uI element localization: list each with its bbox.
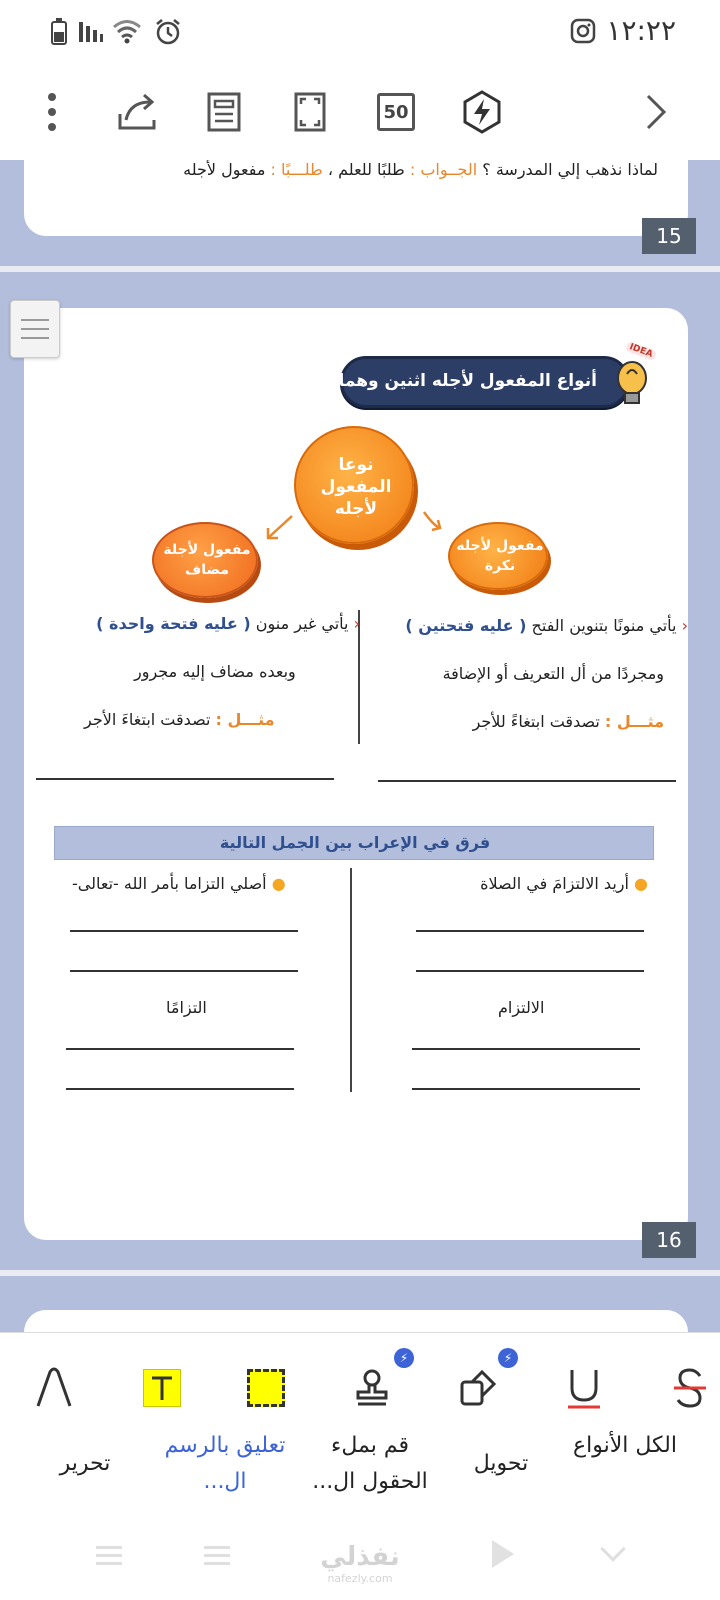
highlight-word: طلـــبًا : [270,160,323,179]
strikethrough-icon[interactable] [660,1358,720,1418]
area-highlight-icon[interactable] [236,1358,296,1418]
watermark [310,1542,410,1585]
left-line1-a: يأتي غير منون [255,614,349,633]
answer-line [70,930,298,932]
arrows [254,498,464,558]
menu-item-all-types[interactable]: الكل الأنواع [572,1433,677,1458]
answer-label: الجــواب : [409,160,478,179]
share-icon[interactable] [112,86,164,138]
right-line1-b: ( عليه فتحتين ) [405,616,527,635]
answer-text: طلبًا للعلم ، [327,160,405,179]
play-icon [492,1540,514,1568]
answer-line [412,1048,640,1050]
page-separator [0,266,720,272]
watermark-logo: نفذلي [320,1542,400,1572]
signal-icon [78,18,104,44]
left-col-line1: ‹ يأتي غير منون ( عليه فتحة واحدة ) [96,614,360,633]
page-number-15: 15 [642,218,696,254]
left-circle-label: مفعول لأجلة مضاف [163,542,251,578]
next-icon[interactable] [630,86,682,138]
menu-item-convert[interactable]: تحويل [473,1451,529,1476]
outline-toggle-button[interactable] [10,300,60,358]
right-col-example [473,712,664,731]
left-circle [152,522,258,598]
left-col-example [84,710,275,729]
answer-line [66,1048,294,1050]
answer-line [36,778,334,780]
nav-menu-icon [96,1546,122,1549]
page-17-top [24,1310,688,1332]
stamp-icon[interactable] [342,1358,402,1418]
result-text: مفعول لأجله [183,160,266,179]
exercise-right-word: الالتزام [498,998,545,1017]
lightning-badge-icon: ⚡ [394,1348,414,1368]
left-line1-b: ( عليه فتحة واحدة ) [96,614,251,633]
pen-icon[interactable] [24,1358,84,1418]
menu-item-drawing-comment[interactable]: تعليق بالرسم ال... [164,1433,286,1494]
answer-line [66,1088,294,1090]
right-circle-label: مفعول لأجله نكرة [456,538,544,574]
right-line1-a: يأتي منونًا بتنوين الفتح [531,616,677,635]
menu-item-edit[interactable]: تحرير [59,1451,111,1476]
instagram-icon [570,18,596,44]
more-vertical-icon[interactable] [26,86,78,138]
center-circle-label: نوعا المفعول لأجله [320,455,392,519]
top-toolbar [0,64,720,160]
exercise-left-sentence: ● أصلي التزاما بأمر الله -تعالى- [72,874,286,893]
right-col-line1: ‹ يأتي منونًا بتنوين الفتح ( عليه فتحتين ) [405,616,688,635]
exercise-left-word: التزامًا [166,998,207,1017]
status-bar [0,0,720,64]
zoom-level: 50 [377,93,415,131]
idea-bulb-icon [612,344,652,414]
answer-line [416,970,644,972]
document-viewer[interactable] [0,160,720,1332]
answer-line [416,930,644,932]
page-15 [24,160,688,236]
question-text: لماذا نذهب إلي المدرسة ؟ [482,160,658,179]
lightning-icon[interactable] [456,86,508,138]
page-16 [24,308,688,1240]
underline-icon[interactable] [554,1358,614,1418]
left-example-text: تصدقت ابتغاءَ الأجر [84,710,211,729]
right-sentence-text: أريد الالتزامَ في الصلاة [480,874,629,893]
wifi-icon [112,18,142,44]
answer-line [412,1088,640,1090]
menu-item-fill-fields[interactable]: قم بملء الحقول ال... [312,1433,428,1494]
lightning-badge-icon: ⚡ [498,1348,518,1368]
page-layout-icon[interactable] [198,86,250,138]
alarm-icon [154,18,182,46]
stamp-copy-icon[interactable] [448,1358,508,1418]
page-number-16: 16 [642,1222,696,1258]
battery-icon [50,18,68,46]
exercise-banner [54,826,654,860]
page15-question-line [183,160,658,179]
fullscreen-icon[interactable] [284,86,336,138]
chevron-down-icon [600,1536,625,1561]
zoom-icon[interactable] [370,86,422,138]
left-sentence-text: أصلي التزاما بأمر الله -تعالى- [72,874,267,893]
right-col-line2: ومجردًا من أل التعريف أو الإضافة [442,664,664,683]
right-example-text: تصدقت ابتغاءً للأجر [472,712,600,731]
page-separator [0,1270,720,1276]
bottom-toolbar [0,1332,720,1600]
banner-title: أنواع المفعول لأجله اثنين وهما [338,371,597,391]
idea-tag: IDEA [625,341,657,361]
toolbar-top-border [0,1332,720,1333]
answer-line [378,780,676,782]
left-col-line2: وبعده مضاف إليه مجرور [134,662,296,681]
nav-list-icon [204,1546,230,1549]
menu-icon [21,328,49,330]
left-example-label: مثـــل : [215,710,275,729]
exercise-divider [350,868,352,1092]
clock-time: ١٢:٢٢ [606,14,676,47]
exercise-right-sentence: ● أريد الالتزامَ في الصلاة [480,874,648,893]
exercise-title: فرق في الإعراب بين الجمل التالية [219,833,491,852]
answer-line [70,970,298,972]
watermark-sub: nafezly.com [327,1572,393,1585]
banner [340,356,630,408]
right-example-label: مثـــل : [604,712,664,731]
text-highlight-icon[interactable] [132,1358,192,1418]
